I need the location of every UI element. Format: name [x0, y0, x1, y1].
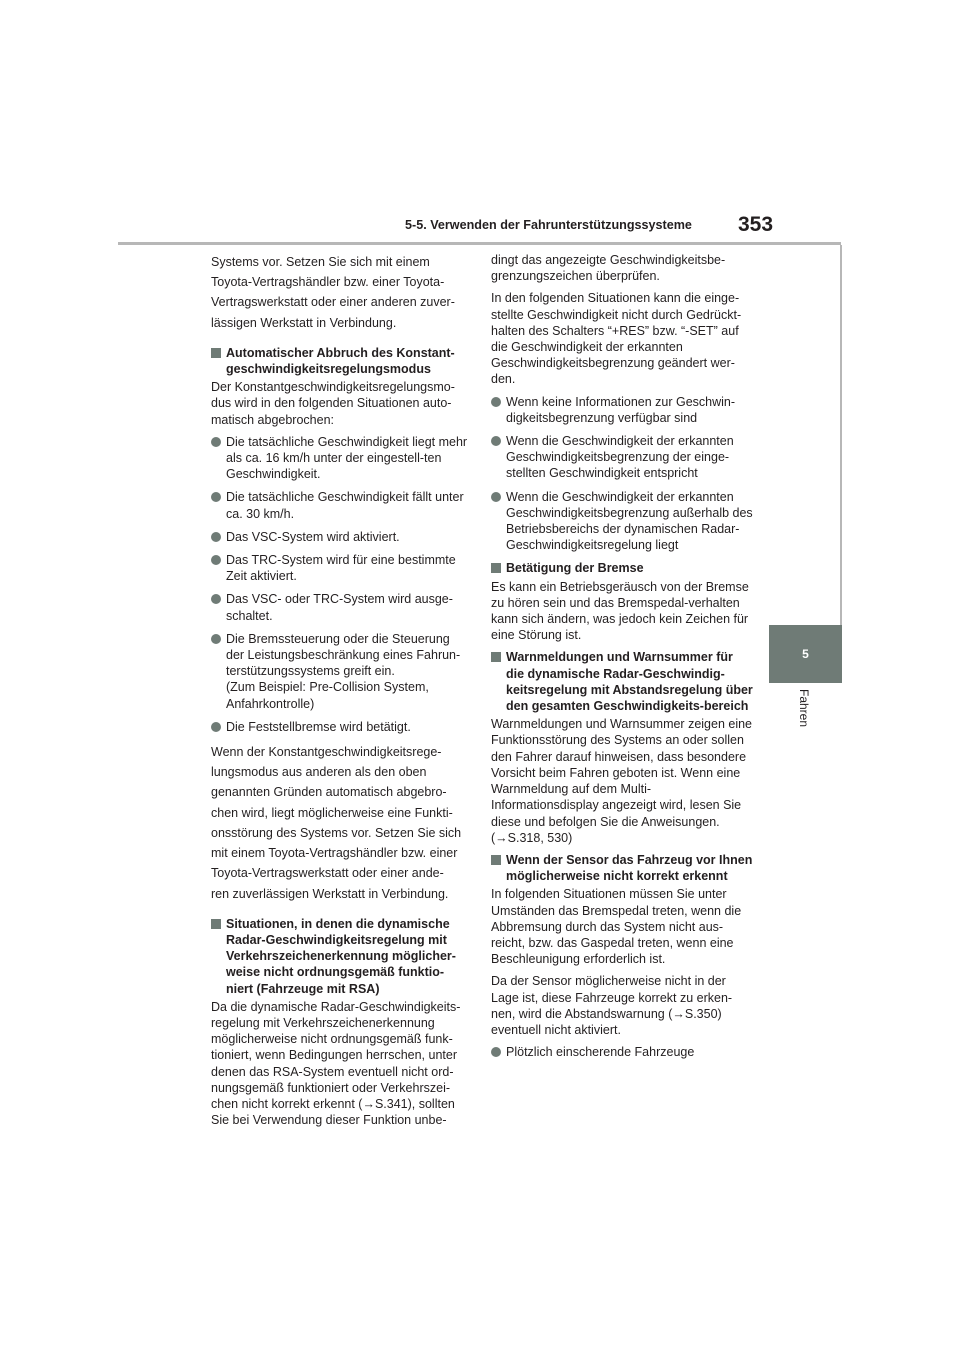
list-item — [211, 631, 469, 712]
list-item-text: Die Feststellbremse wird betätigt. — [226, 719, 411, 734]
paragraph-line: ren zuverlässigen Werkstatt in Verbindung. — [211, 886, 449, 901]
paragraph: dingt das angezeigte Geschwindigkeitsbe-grenzungszeichen überprüfen. — [491, 253, 726, 284]
list-item — [211, 489, 469, 521]
paragraph-line: lungsmodus aus anderen als den oben — [211, 765, 427, 780]
paragraph: Es kann ein Betriebsgeräusch von der Bremse zu hören sein und das Bremspedal-verhalten kann sich ändern, was jedoch kein Zeichen für eine Störung ist. — [491, 579, 749, 643]
circle-bullet-icon — [491, 397, 501, 407]
paragraph-line: mit einem Toyota-Vertragshändler bzw. einer — [211, 846, 458, 861]
paragraph-line: chen wird, liegt möglicherweise eine Funkti- — [211, 805, 453, 820]
circle-bullet-icon — [211, 532, 221, 542]
list-item — [211, 434, 469, 483]
paragraph: Da die dynamische Radar-Geschwindigkeits-regelung mit Verkehrszeichenerkennung möglicherweise nicht ordnungsgemäß funk-tioniert, wenn Bedingungen herrschen, unter denen das RSA-System eventuell nicht ord-nungsgemäß funktioniert oder Verkehrszei-chen nicht korrekt erkennt (→S.341), sollten Sie bei Verwendung dieser Funktion unbe- — [211, 999, 461, 1128]
circle-bullet-icon — [211, 722, 221, 732]
spacer — [211, 337, 469, 345]
list-item-text: Das VSC-System wird aktiviert. — [226, 529, 400, 544]
paragraph-line: Toyota-Vertragswerkstatt oder einer ande- — [211, 866, 444, 881]
spacer — [211, 908, 469, 916]
square-bullet-icon — [211, 919, 221, 929]
circle-bullet-icon — [211, 492, 221, 502]
list-item — [211, 529, 469, 545]
square-bullet-icon — [491, 855, 501, 865]
list-item-text: Wenn die Geschwindigkeit der erkannten Geschwindigkeitsbegrenzung außerhalb des Betriebsbereichs der dynamischen Radar-Geschwindigkeitsregelung liegt — [506, 489, 753, 553]
circle-bullet-icon — [211, 437, 221, 447]
paragraph: Warnmeldungen und Warnsummer zeigen eine Funktionsstörung des Systems an oder sollen den Fahrer darauf hinweisen, dass besondere Vorsicht beim Fahren geboten ist. Wenn eine Warnmeldung auf dem Multi-Informationsdisplay angezeigt wird, lesen Sie diese und befolgen Sie die Anweisungen. (→S.318, 530) — [491, 717, 753, 845]
section-heading-text: Betätigung der Bremse — [506, 561, 644, 576]
section-heading-text: Wenn der Sensor das Fahrzeug vor Ihnen möglicherweise nicht korrekt erkennt — [506, 852, 753, 884]
list-item — [491, 1044, 753, 1060]
circle-bullet-icon — [491, 492, 501, 502]
section-heading-text: Situationen, in denen die dynamische Radar-Geschwindigkeitsregelung mit Verkehrszeichenerkennung möglicher-weise nicht ordnungsgemäß funktio-niert (Fahrzeuge mit RSA) — [226, 916, 456, 996]
circle-bullet-icon — [211, 594, 221, 604]
section-heading-text: Warnmeldungen und Warnsummer für die dynamische Radar-Geschwindig-keitsregelung mit Abstandsregelung über den gesamten Geschwindigkeits-bereich — [506, 650, 753, 714]
list-item — [491, 433, 753, 482]
section-heading — [211, 345, 469, 377]
chapter-label: Fahren — [797, 689, 811, 728]
paragraph-line: Wenn der Konstantgeschwindigkeitsrege- — [211, 745, 442, 760]
circle-bullet-icon — [491, 436, 501, 446]
list-item-text: Die tatsächliche Geschwindigkeit liegt mehr als ca. 16 km/h unter der eingestell-ten Geschwindigkeit. — [226, 434, 468, 482]
paragraph-line: lässigen Werkstatt in Verbindung. — [211, 315, 397, 330]
paragraph: In folgenden Situationen müssen Sie unter Umständen das Bremspedal treten, wenn die Abbremsung durch das System nicht aus-reicht, bzw. das Gaspedal treten, wenn eine Beschleunigung erforderlich ist. — [491, 887, 742, 967]
list-item — [491, 489, 753, 554]
list-item-text: Wenn die Geschwindigkeit der erkannten Geschwindigkeitsbegrenzung der einge-stellten Geschwindigkeit entspricht — [506, 434, 734, 481]
section-heading — [491, 852, 753, 884]
list-item-text: Das VSC- oder TRC-System wird ausge-schaltet. — [226, 592, 453, 623]
right-column — [491, 252, 753, 1067]
square-bullet-icon — [491, 563, 501, 573]
paragraph: Da der Sensor möglicherweise nicht in der Lage ist, diese Fahrzeuge korrekt zu erken-nen, wird die Abstandswarnung (→S.350) eventuell nicht aktiviert. — [491, 974, 733, 1037]
paragraph-line: Toyota-Vertragshändler bzw. einer Toyota- — [211, 275, 445, 290]
square-bullet-icon — [491, 652, 501, 662]
header-divider — [118, 242, 841, 245]
list-item — [491, 394, 753, 426]
paragraph-line: Vertragswerkstatt oder einer anderen zuver- — [211, 295, 455, 310]
circle-bullet-icon — [211, 634, 221, 644]
list-item-text: Das TRC-System wird für eine bestimmte Zeit aktiviert. — [226, 553, 456, 584]
section-heading — [211, 916, 469, 997]
paragraph-line: genannten Gründen automatisch abgebro- — [211, 785, 447, 800]
left-column — [211, 252, 469, 1134]
list-item-text: Die tatsächliche Geschwindigkeit fällt unter ca. 30 km/h. — [226, 490, 464, 521]
square-bullet-icon — [211, 348, 221, 358]
chapter-tab[interactable]: 5 — [769, 625, 842, 683]
circle-bullet-icon — [211, 555, 221, 565]
list-item-text: Plötzlich einscherende Fahrzeuge — [506, 1045, 695, 1060]
paragraph: In den folgenden Situationen kann die einge-stellte Geschwindigkeit nicht durch Gedrückt-halten des Schalters “+RES” bzw. “-SET” auf die Geschwindigkeit der erkannten Geschwindigkeitsbegrenzung geändert wer-den. — [491, 291, 742, 387]
side-divider — [840, 245, 842, 625]
paragraph-line: onsstörung des Systems vor. Setzen Sie sich — [211, 825, 462, 840]
list-item-text: Die Bremssteuerung oder die Steuerung der Leistungsbeschränkung eines Fahrun-terstützungssystems greift ein. (Zum Beispiel: Pre-Collision System, Anfahrkontrolle) — [226, 631, 461, 711]
paragraph-line: Systems vor. Setzen Sie sich mit einem — [211, 255, 430, 269]
list-item — [211, 719, 469, 735]
list-item — [211, 591, 469, 623]
section-heading — [491, 560, 753, 576]
circle-bullet-icon — [491, 1047, 501, 1057]
list-item — [211, 552, 469, 584]
list-item-text: Wenn keine Informationen zur Geschwin-digkeitsbegrenzung verfügbar sind — [506, 394, 736, 425]
section-title: 5-5. Verwenden der Fahrunterstützungssysteme — [405, 218, 692, 232]
section-heading-text: Automatischer Abbruch des Konstant-geschwindigkeitsregelungsmodus — [226, 345, 455, 377]
section-heading — [491, 649, 753, 714]
page-number: 353 — [738, 213, 774, 236]
paragraph: Der Konstantgeschwindigkeitsregelungsmo-dus wird in den folgenden Situationen auto-matisch abgebrochen: — [211, 380, 455, 427]
